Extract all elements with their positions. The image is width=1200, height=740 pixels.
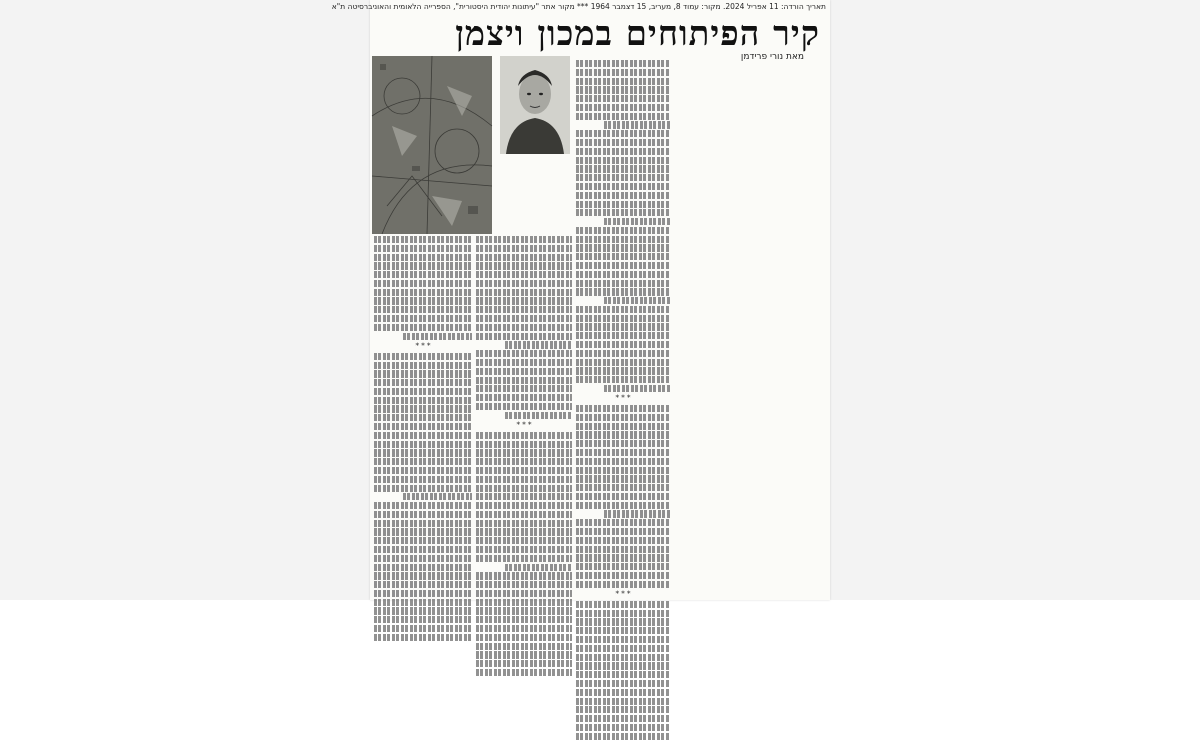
section-divider-stars: * * * — [516, 420, 532, 429]
portrait-image — [500, 56, 570, 154]
section-divider-stars: * * * — [615, 394, 631, 403]
article-headline: קיר הפיתוחים במכון ויצמן — [455, 14, 820, 54]
newspaper-page — [331, 0, 830, 600]
section-divider-stars: * * * — [415, 341, 431, 350]
article-byline: מאת נורי פרידמן — [740, 52, 804, 62]
portrait-photo — [500, 56, 570, 154]
relief-wall-image — [372, 56, 492, 234]
article-column-middle — [476, 236, 572, 600]
section-divider-stars: * * * — [615, 589, 631, 598]
article-column-left — [374, 236, 472, 600]
relief-wall-photo — [372, 56, 492, 234]
download-caption: תאריך הורדה: 11 אפריל 2024. מקור: עמוד 8, מעריב, 15 דצמבר 1964 *** מקור אתר "עיתונות יהודית היסטורית", הספרייה הלאומית והאוניברסיטה ת"א — [331, 2, 826, 11]
article-column-right — [576, 60, 670, 600]
